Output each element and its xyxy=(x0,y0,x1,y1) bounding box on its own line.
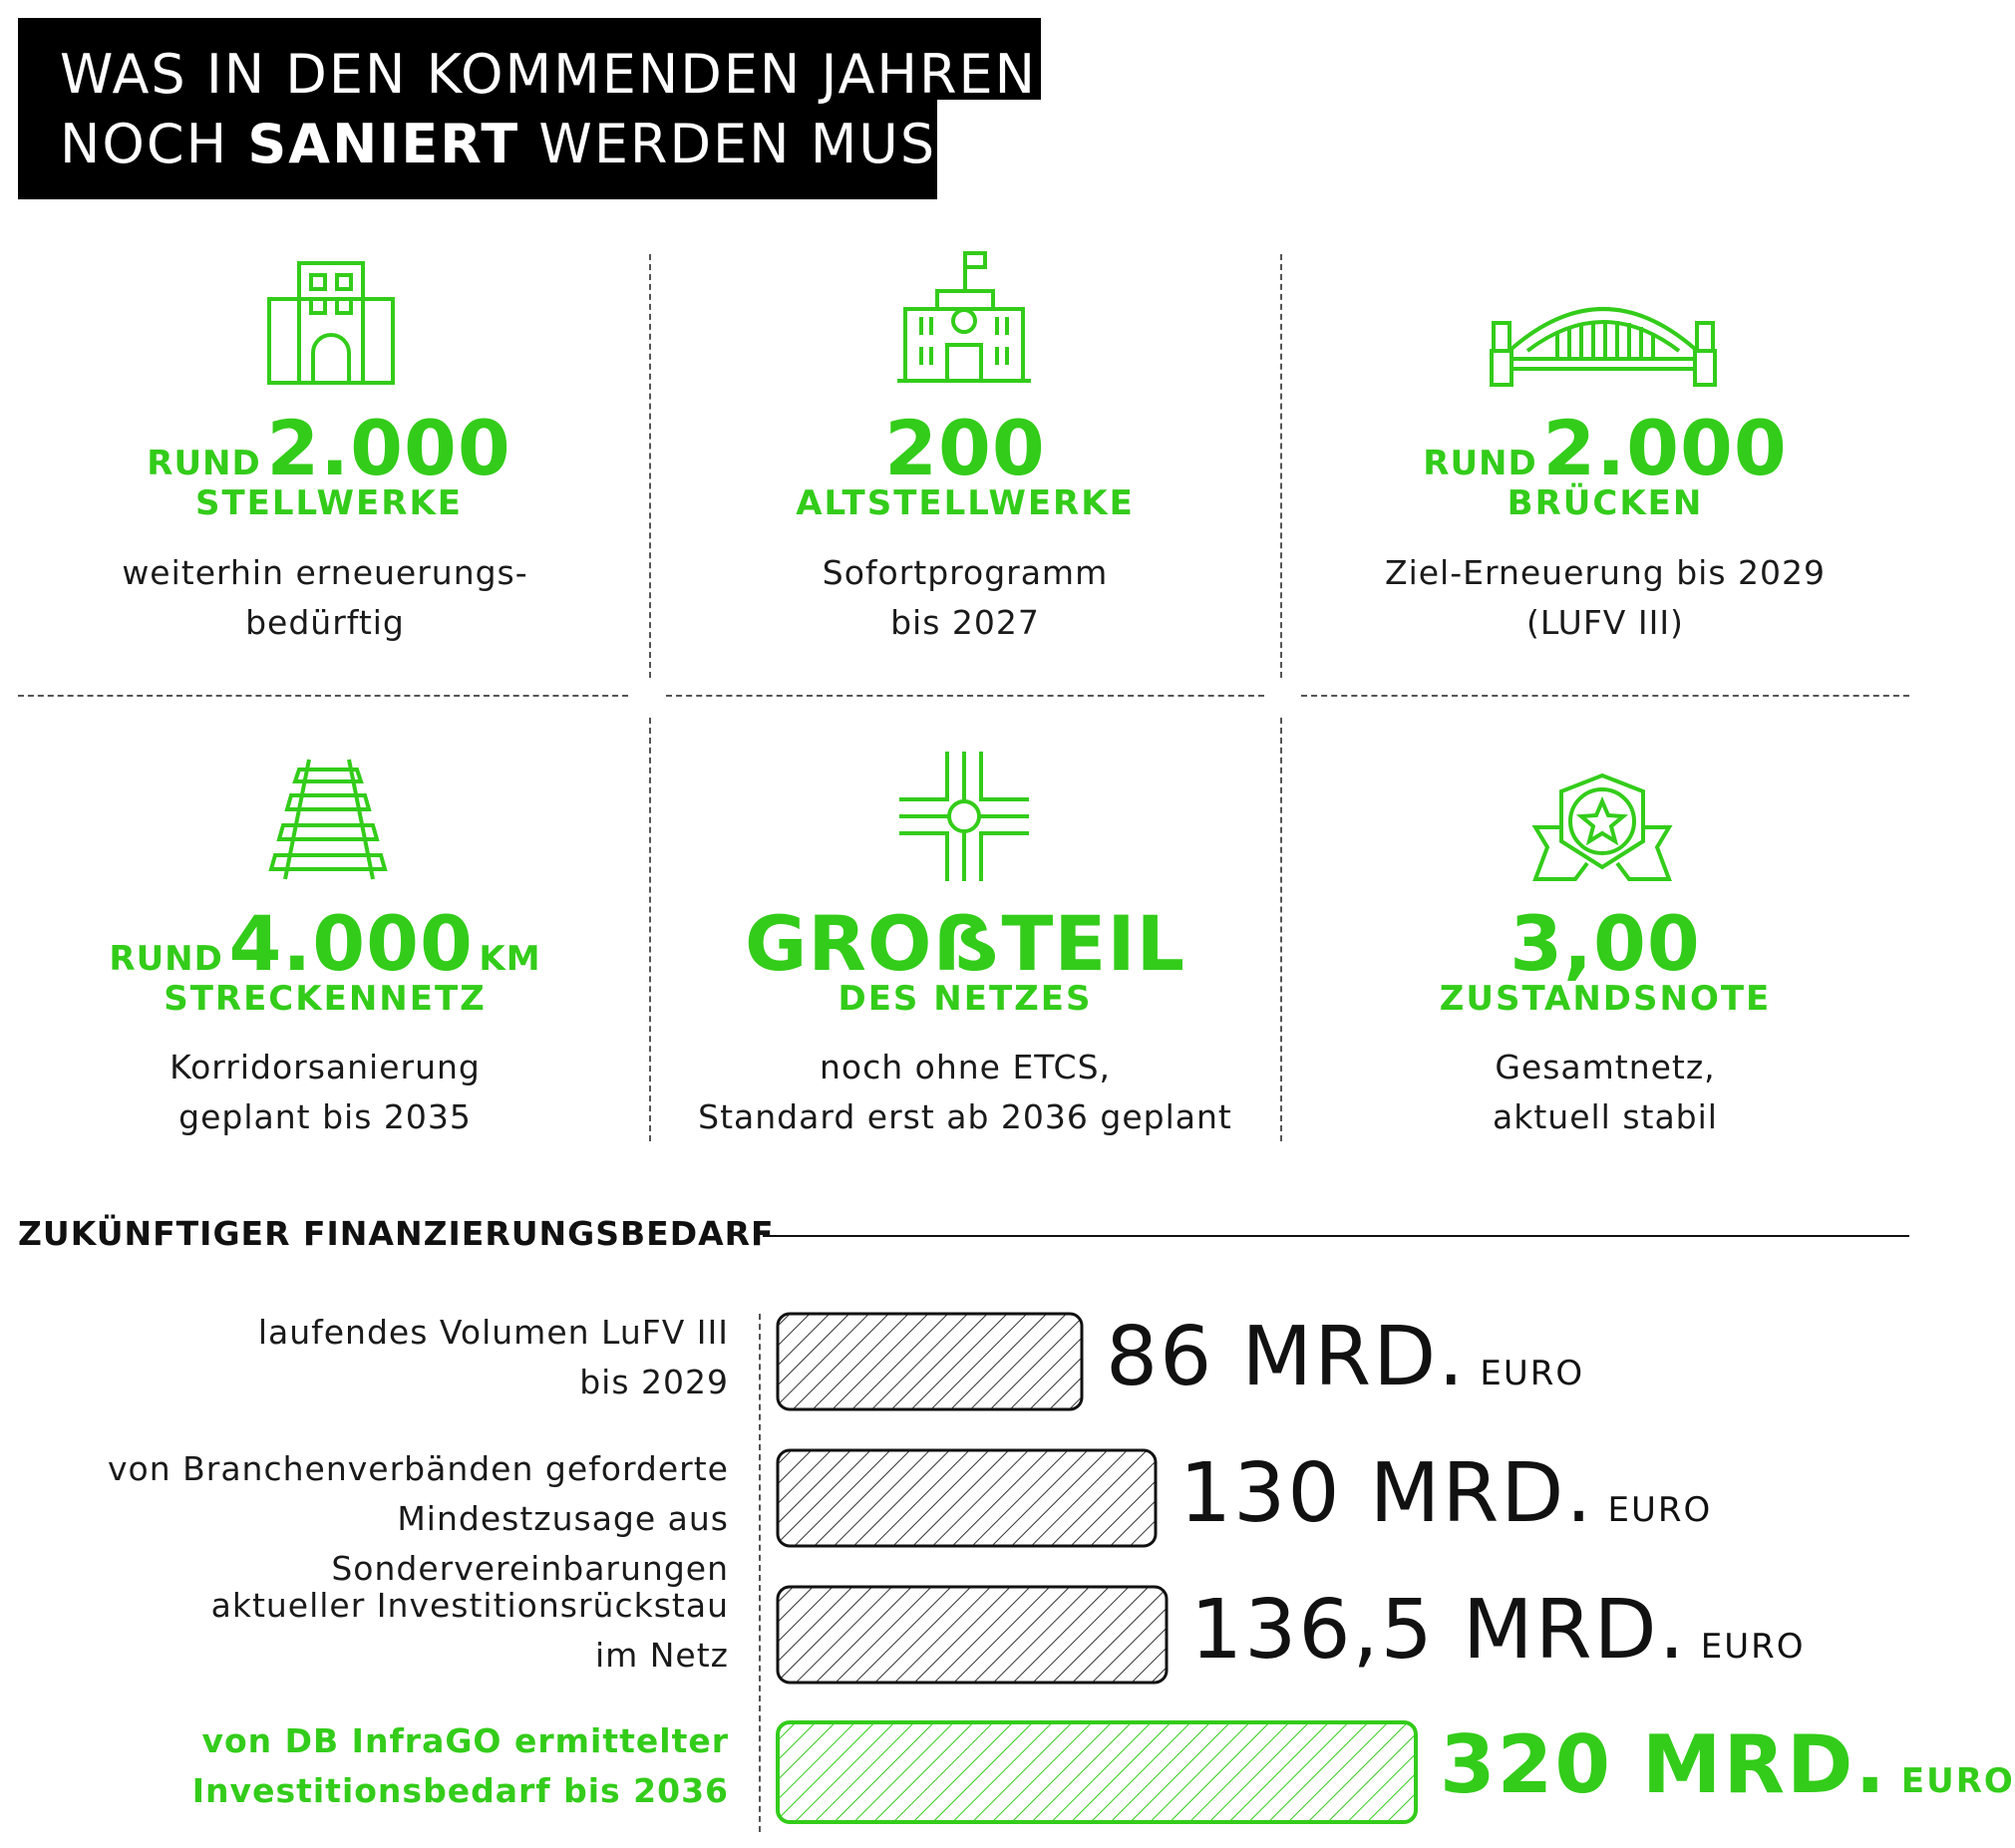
stat-number: 200 xyxy=(884,404,1046,492)
title-line-2-post: WERDEN MUSS xyxy=(538,113,973,175)
stat-value-etcs xyxy=(646,899,1284,988)
stat-value-streckennetz xyxy=(6,899,644,988)
stat-description-line-1: Sofortprogramm xyxy=(822,553,1109,592)
financing-category-line: aktueller Investitionsrückstau xyxy=(210,1586,729,1625)
title-line-2-bold: SANIERT xyxy=(247,113,520,175)
financing-value-number: 86 MRD. xyxy=(1106,1310,1467,1404)
stat-description xyxy=(6,548,644,648)
stat-description xyxy=(1286,1043,1924,1142)
stat-description-line-2: geplant bis 2035 xyxy=(178,1097,472,1136)
financing-value-label xyxy=(1106,1310,1584,1404)
financing-value-label xyxy=(1179,1446,1712,1541)
grid-divider-h2 xyxy=(666,695,1264,697)
stat-subtitle: BRÜCKEN xyxy=(1507,483,1704,523)
financing-value-label xyxy=(1440,1718,2015,1811)
stat-description-line-1: Korridorsanierung xyxy=(169,1048,481,1086)
star-badge-icon xyxy=(1531,771,1673,883)
financing-category-line: von Branchenverbänden geforderte xyxy=(108,1449,729,1488)
financing-category-line: Investitionsbedarf bis 2036 xyxy=(191,1771,729,1810)
stat-value-bruecken xyxy=(1286,404,1924,492)
stat-description xyxy=(646,548,1284,648)
rail-junction-icon xyxy=(897,750,1031,883)
stat-number: 2.000 xyxy=(266,404,511,492)
grid-divider-h3 xyxy=(1301,695,1909,697)
financing-title: ZUKÜNFTIGER FINANZIERUNGSBEDARF xyxy=(18,1214,775,1253)
financing-category-line: im Netz xyxy=(594,1636,729,1675)
title-line-2 xyxy=(60,110,1037,179)
stat-suffix: KM xyxy=(479,939,541,979)
stat-description-line-2: bis 2027 xyxy=(890,603,1040,642)
stat-subtitle: ZUSTANDSNOTE xyxy=(1439,979,1772,1019)
grid-divider-h1 xyxy=(18,695,628,697)
stat-description-line-1: Gesamtnetz, xyxy=(1495,1048,1716,1086)
stat-description-line-2: Standard erst ab 2036 geplant xyxy=(698,1097,1232,1136)
stat-number: 4.000 xyxy=(228,899,474,988)
financing-value-label xyxy=(1190,1583,1806,1678)
financing-bar xyxy=(778,1587,1167,1683)
stat-subtitle: STELLWERKE xyxy=(194,483,464,523)
stat-description-line-1: weiterhin erneuerungs- xyxy=(122,553,528,592)
financing-value-unit: EURO xyxy=(1480,1354,1585,1393)
financing-value-number: 320 MRD. xyxy=(1440,1718,1887,1811)
stat-description xyxy=(1286,548,1924,648)
stat-description-line-2: aktuell stabil xyxy=(1493,1097,1718,1136)
stat-prefix: RUND xyxy=(1423,444,1537,483)
financing-category-label xyxy=(0,1581,729,1681)
stat-prefix: RUND xyxy=(147,444,261,483)
railway-track-icon xyxy=(269,758,393,881)
stat-subtitle: ALTSTELLWERKE xyxy=(796,483,1135,523)
financing-title-rule xyxy=(763,1235,1909,1237)
stat-subtitle: DES NETZES xyxy=(838,979,1093,1019)
stat-description-line-2: (LUFV III) xyxy=(1526,603,1684,642)
financing-bar xyxy=(778,1722,1416,1822)
station-flag-icon xyxy=(895,251,1033,385)
stat-value-zustandsnote xyxy=(1286,899,1924,988)
stat-value-altstellwerke xyxy=(646,404,1284,492)
stat-description xyxy=(6,1043,644,1142)
stat-description xyxy=(646,1043,1284,1142)
financing-category-label xyxy=(0,1444,729,1594)
stat-prefix: RUND xyxy=(109,939,223,979)
financing-bar xyxy=(778,1314,1082,1409)
stat-number: GROẞTEIL xyxy=(744,899,1186,988)
stat-number: 3,00 xyxy=(1510,899,1701,988)
financing-category-label xyxy=(0,1308,729,1407)
financing-value-unit: EURO xyxy=(1607,1490,1713,1530)
stat-number: 2.000 xyxy=(1542,404,1788,492)
financing-category-line: Mindestzusage aus Sondervereinbarungen xyxy=(331,1499,729,1588)
financing-value-unit: EURO xyxy=(1900,1761,2015,1801)
financing-category-line: bis 2029 xyxy=(579,1363,729,1401)
stat-subtitle: STRECKENNETZ xyxy=(164,979,487,1019)
title-line-2-pre: NOCH xyxy=(60,113,229,175)
financing-category-label xyxy=(0,1716,729,1816)
bridge-icon xyxy=(1488,289,1719,389)
title-line-1: WAS IN DEN KOMMENDEN JAHREN xyxy=(60,43,1038,106)
financing-bar xyxy=(778,1450,1156,1546)
stat-value-stellwerke xyxy=(10,404,648,492)
financing-value-number: 130 MRD. xyxy=(1179,1446,1594,1541)
financing-category-line: von DB InfraGO ermittelter xyxy=(201,1721,729,1760)
financing-value-unit: EURO xyxy=(1700,1627,1806,1667)
stat-description-line-1: noch ohne ETCS, xyxy=(819,1048,1112,1086)
stat-description-line-2: bedürftig xyxy=(245,603,405,642)
chart-axis-line xyxy=(759,1314,761,1832)
building-icon xyxy=(267,259,395,385)
page-title xyxy=(60,40,1037,179)
financing-value-number: 136,5 MRD. xyxy=(1190,1583,1687,1678)
financing-category-line: laufendes Volumen LuFV III xyxy=(257,1313,729,1352)
stat-description-line-1: Ziel-Erneuerung bis 2029 xyxy=(1384,553,1827,592)
